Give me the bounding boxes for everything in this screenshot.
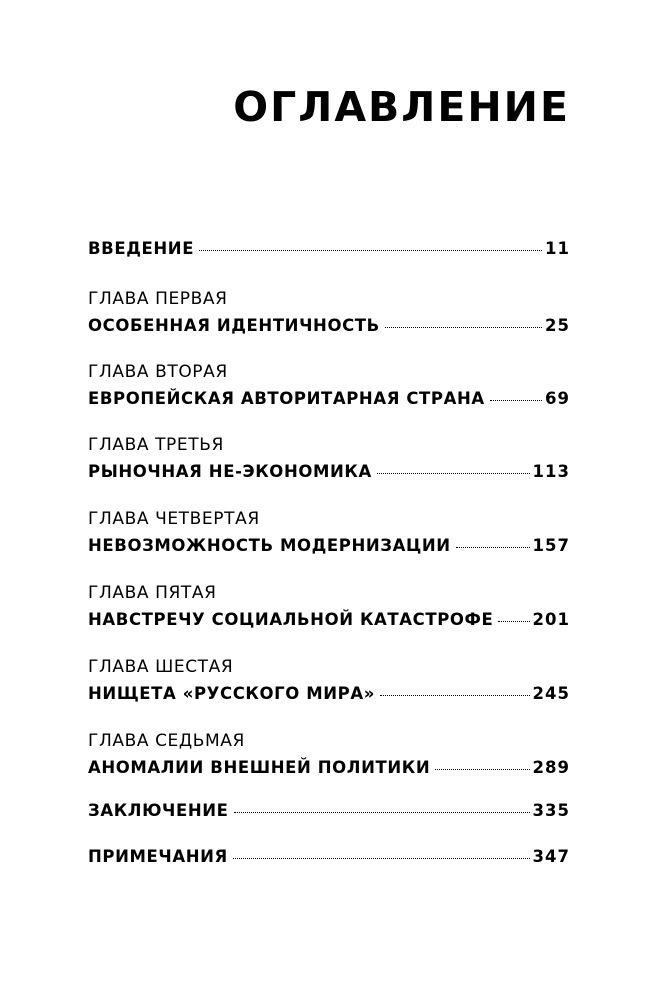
chapter-label: ГЛАВА ТРЕТЬЯ [88,435,224,455]
toc-entry-title: ВВЕДЕНИЕ [88,239,195,258]
toc-entry-intro[interactable] [88,238,570,260]
dot-leader [377,473,530,474]
dot-leader [435,769,529,770]
toc-page-number: 69 [545,389,570,408]
toc-entry-title: НИЩЕТА «РУССКОГО МИРА» [88,684,375,703]
chapter-label: ГЛАВА ЧЕТВЕРТАЯ [88,509,260,529]
chapter-label: ГЛАВА ШЕСТАЯ [88,657,234,677]
toc-row [88,315,570,337]
toc-entry-chapter-2[interactable] [88,362,570,410]
toc-entry-title: НЕВОЗМОЖНОСТЬ МОДЕРНИЗАЦИИ [88,536,451,555]
toc-entry-title: ОСОБЕННАЯ ИДЕНТИЧНОСТЬ [88,316,380,335]
toc-entry-title: АНОМАЛИИ ВНЕШНЕЙ ПОЛИТИКИ [88,758,431,777]
toc-entry-title: ПРИМЕЧАНИЯ [88,847,228,866]
toc-page-number: 289 [532,758,570,777]
page-title: ОГЛАВЛЕНИЕ [233,83,570,131]
dot-leader [380,695,530,696]
toc-page-number: 157 [532,536,570,555]
toc-page-number: 113 [532,462,570,481]
toc-row [88,238,570,260]
toc-page-number: 11 [545,239,570,258]
toc-entry-title: ЕВРОПЕЙСКАЯ АВТОРИТАРНАЯ СТРАНА [88,389,485,408]
toc-page-number: 245 [532,684,570,703]
toc-entry-title: РЫНОЧНАЯ НЕ-ЭКОНОМИКА [88,462,372,481]
toc-entry-title: НАВСТРЕЧУ СОЦИАЛЬНОЙ КАТАСТРОФЕ [88,610,494,629]
dot-leader [233,858,530,859]
dot-leader [456,547,530,548]
toc-entry-conclusion[interactable] [88,800,570,822]
toc-entry-chapter-3[interactable] [88,435,570,483]
toc-entry-chapter-6[interactable] [88,657,570,705]
toc-entry-notes[interactable] [88,846,570,868]
toc-page-number: 335 [532,801,570,820]
toc-row [88,388,570,410]
toc-row [88,683,570,705]
toc-entry-chapter-1[interactable] [88,289,570,337]
toc-row [88,461,570,483]
dot-leader [199,250,542,251]
toc-page-number: 347 [532,847,570,866]
toc-entry-chapter-4[interactable] [88,509,570,557]
chapter-label: ГЛАВА ПЯТАЯ [88,583,217,603]
toc-row [88,535,570,557]
chapter-label: ГЛАВА СЕДЬМАЯ [88,731,245,751]
toc-entry-title: ЗАКЛЮЧЕНИЕ [88,801,229,820]
toc-row [88,757,570,779]
chapter-label: ГЛАВА ВТОРАЯ [88,362,228,382]
chapter-label: ГЛАВА ПЕРВАЯ [88,289,228,309]
toc-entry-chapter-5[interactable] [88,583,570,631]
toc-row [88,609,570,631]
toc-entry-chapter-7[interactable] [88,731,570,779]
toc-row [88,800,570,822]
dot-leader [385,327,542,328]
dot-leader [490,400,542,401]
toc-page-number: 201 [532,610,570,629]
toc-row [88,846,570,868]
toc-page-number: 25 [545,316,570,335]
dot-leader [498,621,529,622]
dot-leader [234,812,530,813]
